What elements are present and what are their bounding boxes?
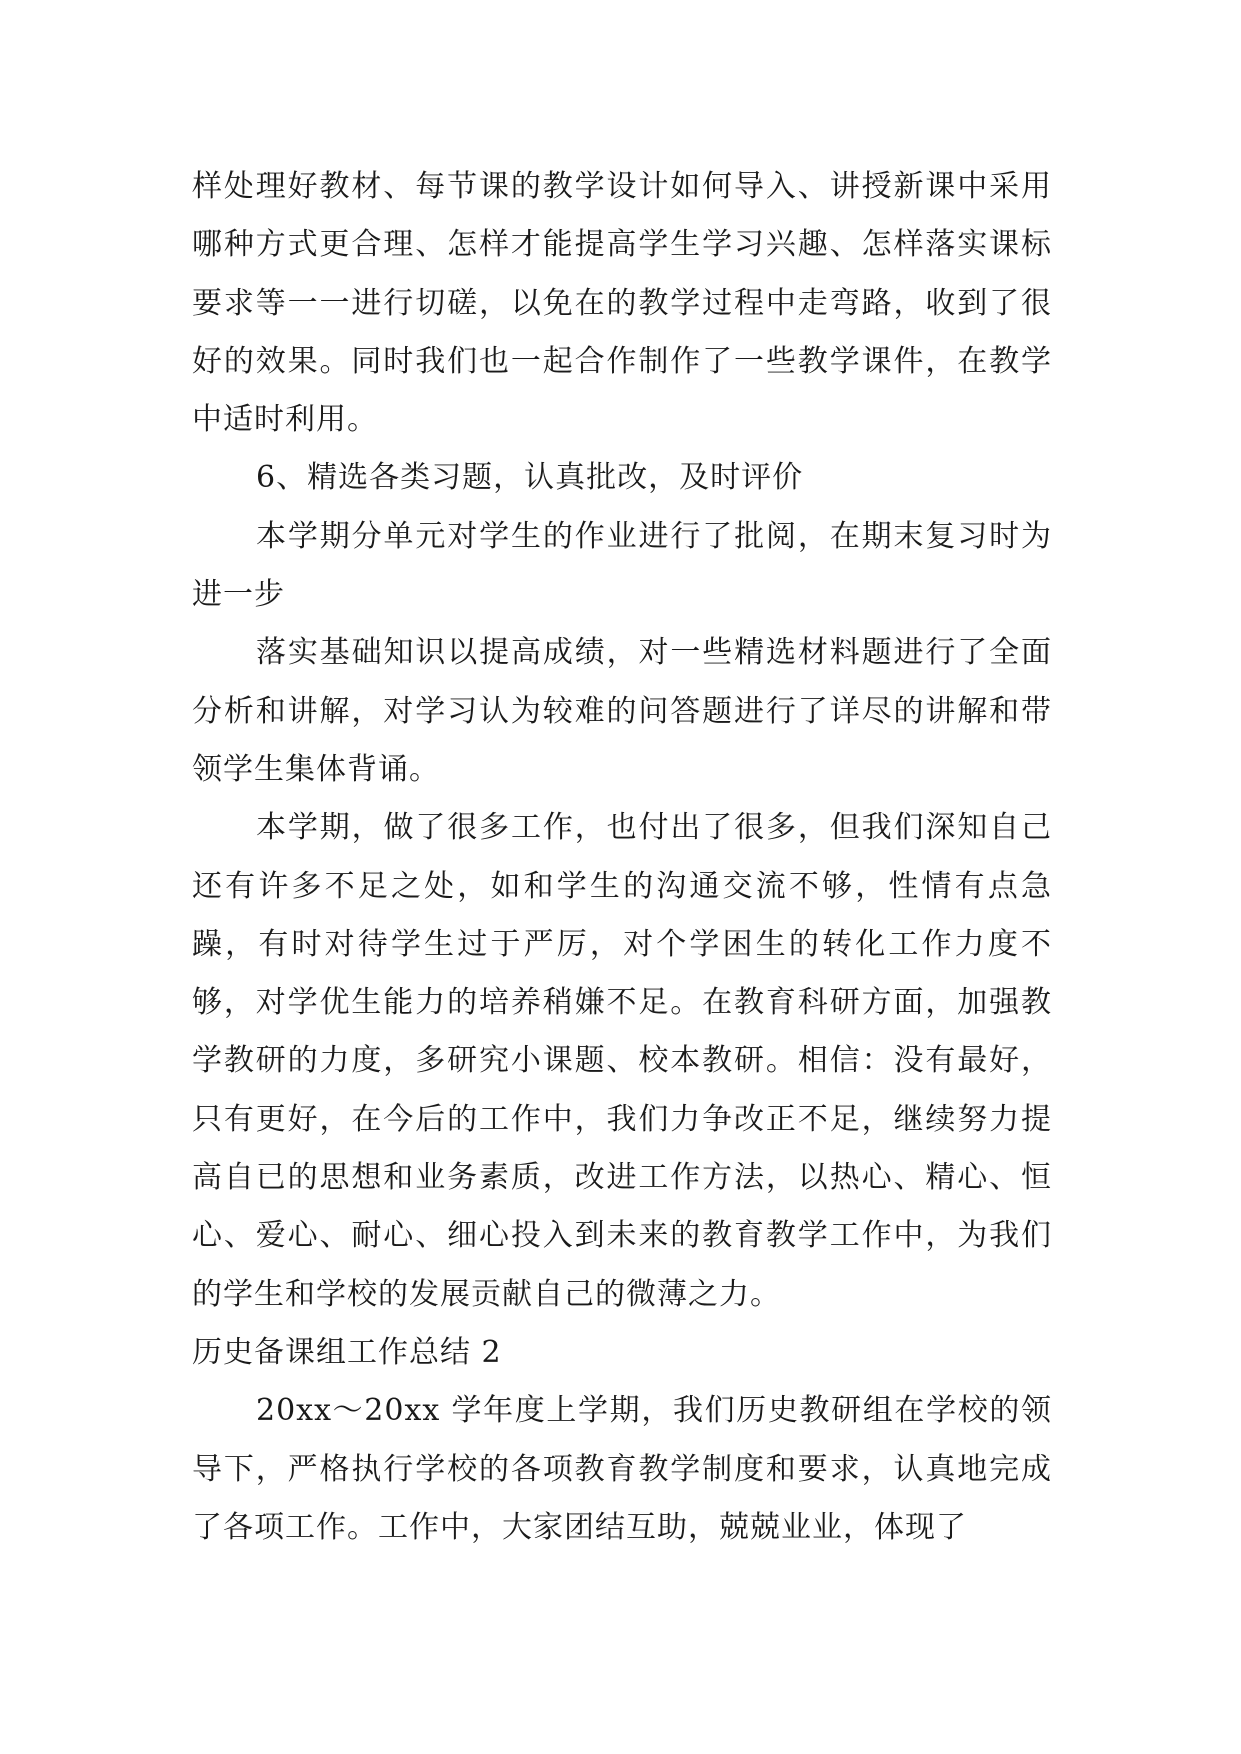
section-heading: 历史备课组工作总结 2	[192, 1334, 502, 1370]
section-subheading: 6、精选各类习题，认真批改，及时评价	[256, 460, 804, 496]
paragraph-continuation: 样处理好教材、每节课的教学设计如何导入、讲授新课中采用哪种方式更合理、怎样才能提高学生学习兴趣、怎样落实课标要求等一一进行切磋，以免在的教学过程中走弯路，收到了很好的效果。同时我们也一起合作制作了一些教学课件，在教学中适时利用。	[192, 169, 1052, 438]
paragraph-homework: 本学期分单元对学生的作业进行了批阅，在期末复习时为进一步	[192, 518, 1052, 613]
paragraph-summary-intro: 20xx～20xx 学年度上学期，我们历史教研组在学校的领导下，严格执行学校的各项教育教学制度和要求，认真地完成了各项工作。工作中，大家团结互助，兢兢业业，体现了	[192, 1393, 1052, 1545]
paragraph-reflection: 本学期，做了很多工作，也付出了很多，但我们深知自己还有许多不足之处，如和学生的沟通交流不够，性情有点急躁，有时对待学生过于严厉，对个学困生的转化工作力度不够，对学优生能力的培养稍嫌不足。在教育科研方面，加强教学教研的力度，多研究小课题、校本教研。相信：没有最好，只有更好，在今后的工作中，我们力争改正不足，继续努力提高自已的思想和业务素质，改进工作方法，以热心、精心、恒心、爱心、耐心、细心投入到未来的教育教学工作中，为我们的学生和学校的发展贡献自己的微薄之力。	[192, 810, 1052, 1312]
document-body	[192, 158, 1052, 1557]
paragraph-review: 落实基础知识以提高成绩，对一些精选材料题进行了全面分析和讲解，对学习认为较难的问答题进行了详尽的讲解和带领学生集体背诵。	[192, 635, 1052, 787]
